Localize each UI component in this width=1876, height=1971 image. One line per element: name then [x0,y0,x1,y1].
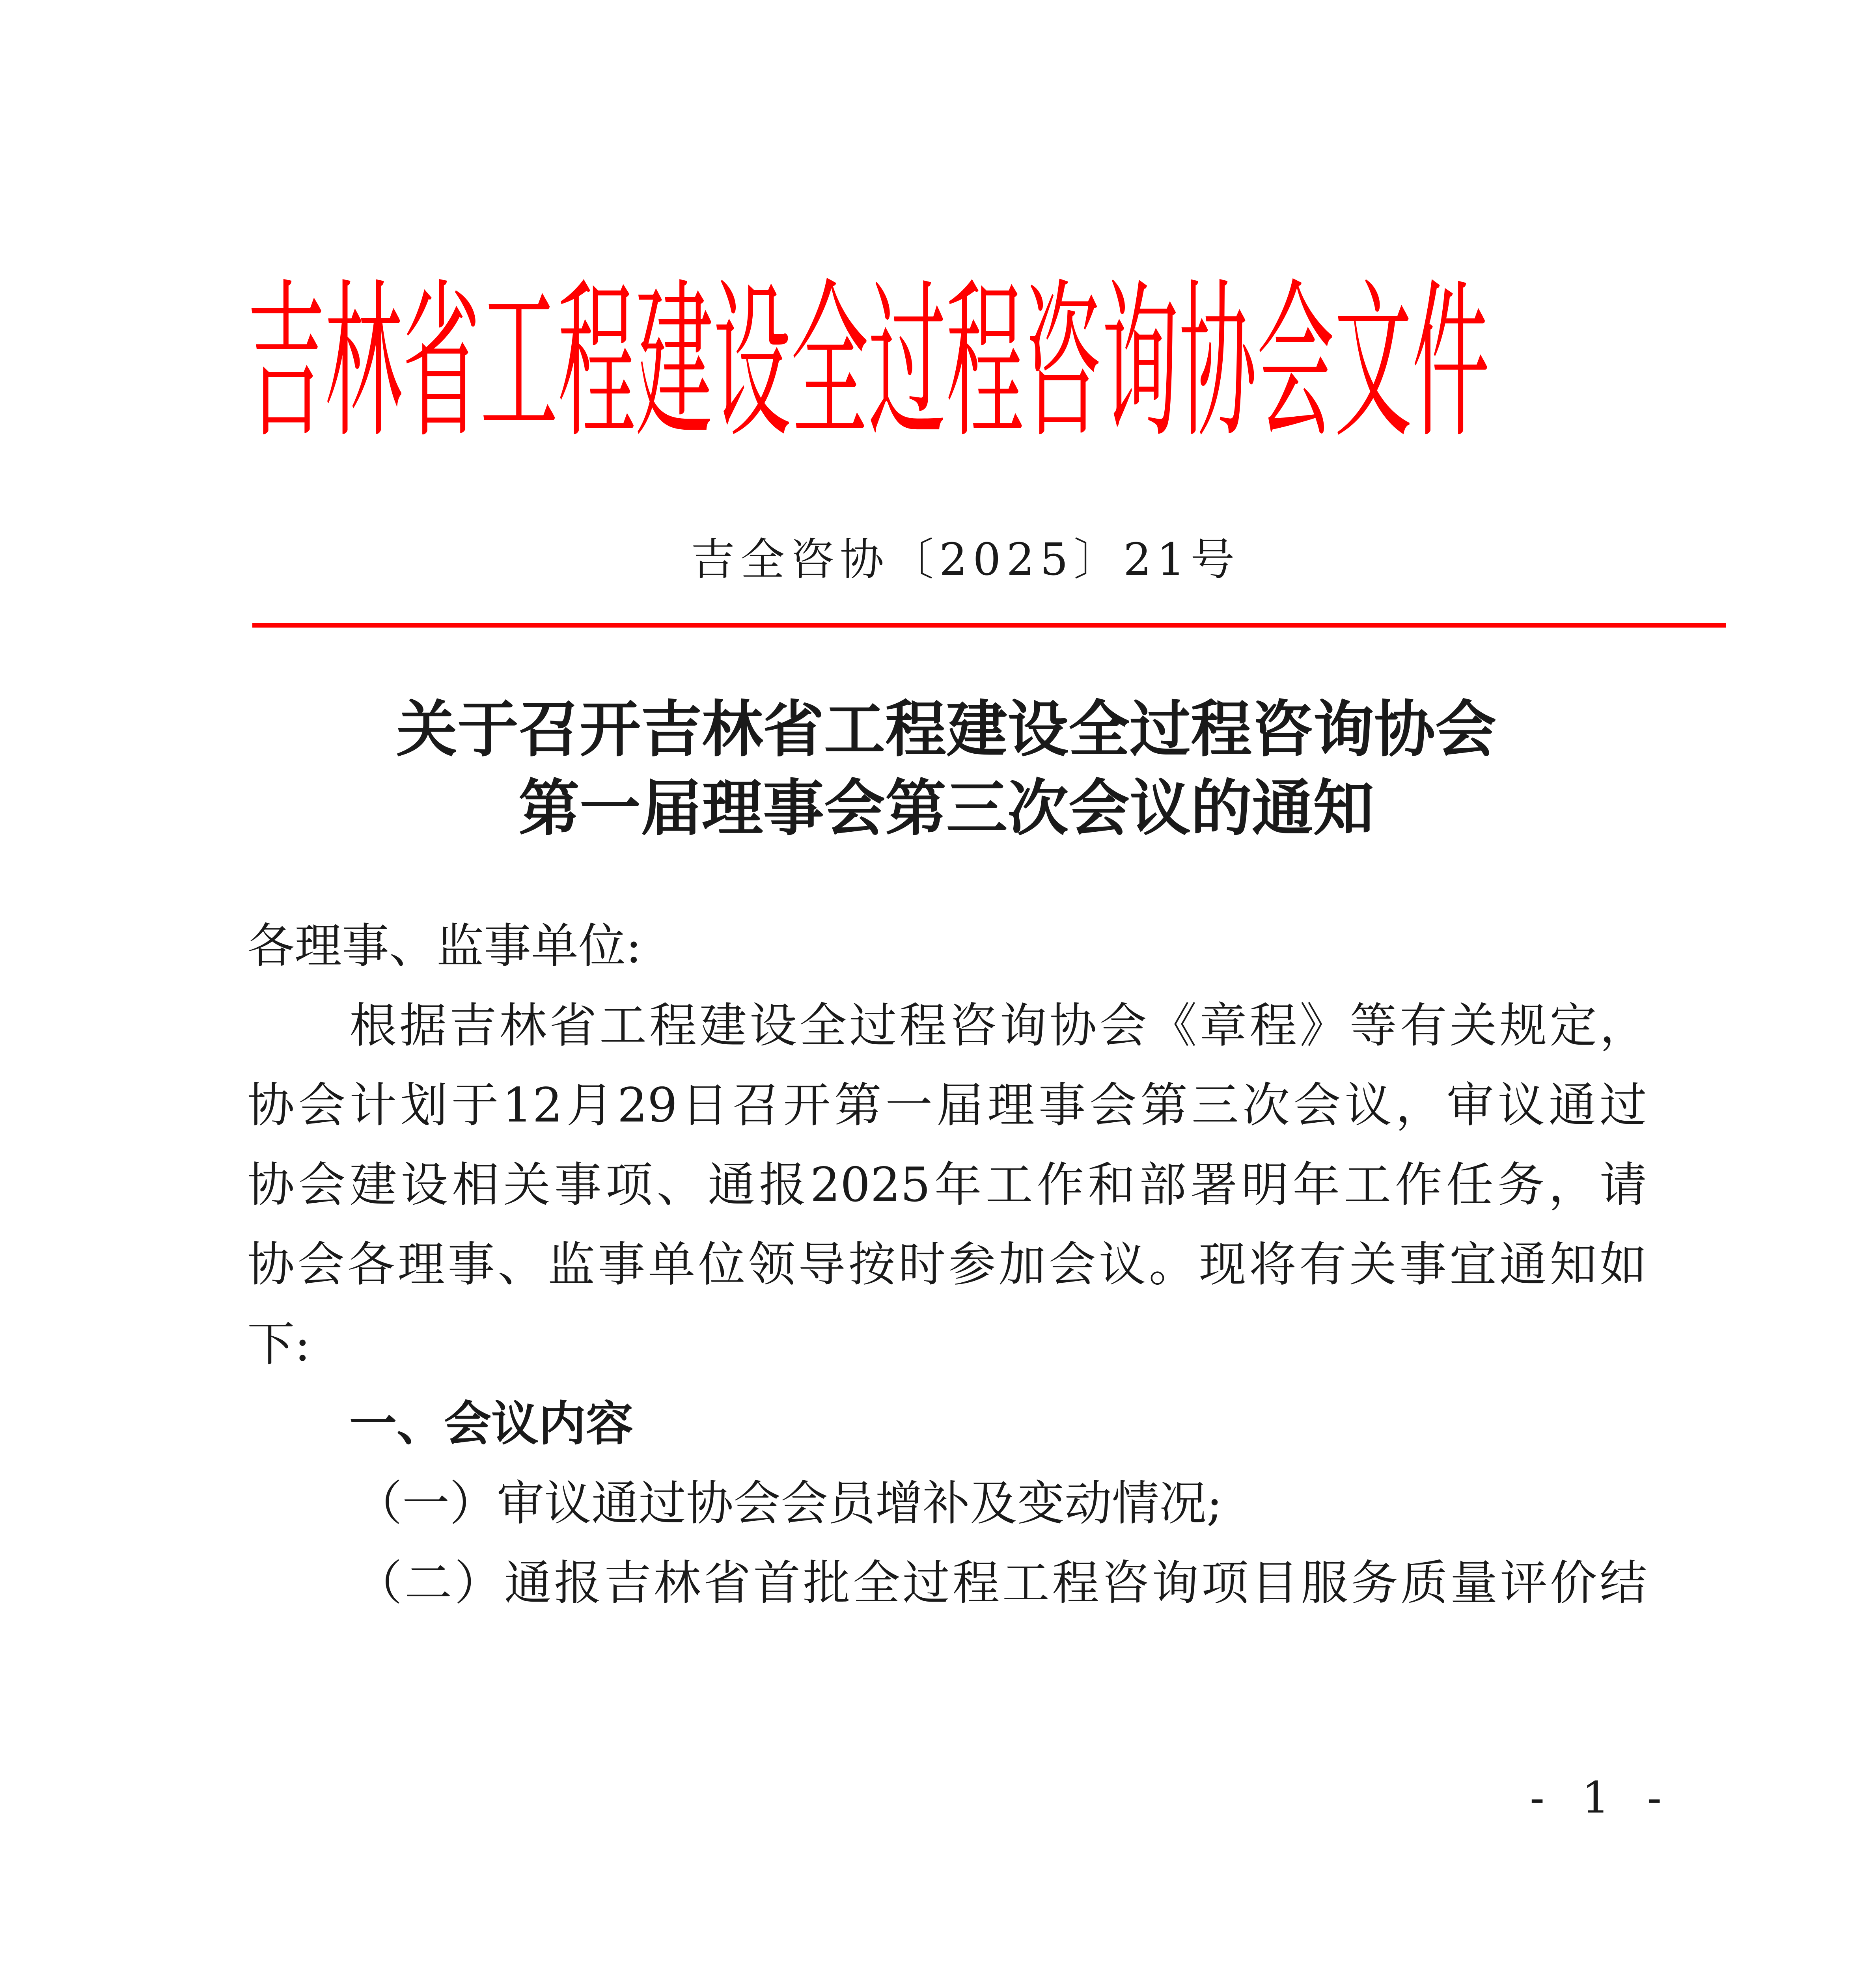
list-item: （一）审议通过协会会员增补及变动情况; [355,1476,1223,1531]
issuer-red-header [247,264,1647,461]
paragraph-line: 下: [247,1317,311,1372]
paragraph-line: 协会计划于12月29日召开第一届理事会第三次会议，审议通过 [247,1078,1647,1133]
paragraph-line: 根据吉林省工程建设全过程咨询协会《章程》等有关规定， [349,999,1647,1053]
red-divider [252,623,1726,628]
notice-title-line-1: 关于召开吉林省工程建设全过程咨询协会 [396,693,1496,765]
paragraph-line: 协会建设相关事项、通报2025年工作和部署明年工作任务，请 [247,1158,1647,1213]
notice-title-line-2: 第一届理事会第三次会议的通知 [518,772,1374,844]
paragraph-line: 协会各理事、监事单位领导按时参加会议。现将有关事宜通知如 [247,1237,1647,1292]
section-heading: 一、会议内容 [349,1397,633,1451]
page-number: - 1 - [1530,1772,1674,1823]
list-item: （二）通报吉林省首批全过程工程咨询项目服务质量评价结 [355,1556,1647,1611]
issuer-title: 吉林省工程建设全过程咨询协会文件 [247,264,1490,461]
salutation: 各理事、监事单位: [247,919,642,974]
document-number: 吉全咨协〔2025〕21号 [691,534,1240,585]
